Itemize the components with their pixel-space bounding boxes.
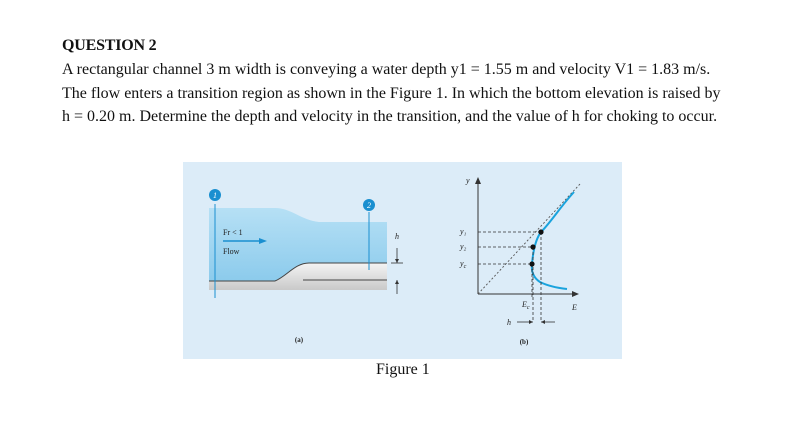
question-line-1: A rectangular channel 3 m width is conveying a water depth y1 = 1.55 m and velocity V1 = 1.83 m/s. [62,61,711,78]
section-1-label: 1 [213,191,217,200]
yc-label: $y_c$ [460,259,467,270]
part-b-energy-diagram [459,176,580,346]
ec-label: $E_c$ [522,300,530,311]
question-title: QUESTION 2 [62,37,157,54]
y-axis-label: y [466,176,470,185]
flow-label: Flow [223,247,240,256]
figure-1-drawing [183,162,622,359]
section-2-label: 2 [367,201,371,210]
question-text [62,58,762,129]
question-line-2: The flow enters a transition region as shown in the Figure 1. In which the bottom elevation is raised by [62,84,721,102]
e-axis-arrow [572,291,579,297]
figure-1-panel [183,162,622,359]
step-dim-bot-arrow [395,280,399,284]
h-dim-left-arrow [529,320,533,324]
step-dim-top-arrow [395,259,399,263]
point-y2 [530,244,535,249]
y2-label: y₂ [460,242,467,251]
energy-h-label: h [507,318,511,327]
question-line-3: h = 0.20 m. Determine the depth and velocity in the transition, and the value of h for choking to occur. [62,108,718,125]
e-axis-label: E [572,303,577,312]
y1-label: y₁ [460,227,467,236]
step-h-label: h [395,232,399,241]
diagonal-e-equals-y [478,184,580,294]
point-y1 [538,229,543,234]
specific-energy-curve [532,192,574,289]
froude-label: Fr < 1 [223,228,243,237]
point-yc [529,261,534,266]
y-axis-arrow [475,177,481,184]
part-a-channel [209,189,403,344]
part-a-label: (a) [294,336,304,344]
figure-caption: Figure 1 [376,361,430,378]
h-dim-right-arrow [541,320,545,324]
part-b-label: (b) [519,338,529,346]
